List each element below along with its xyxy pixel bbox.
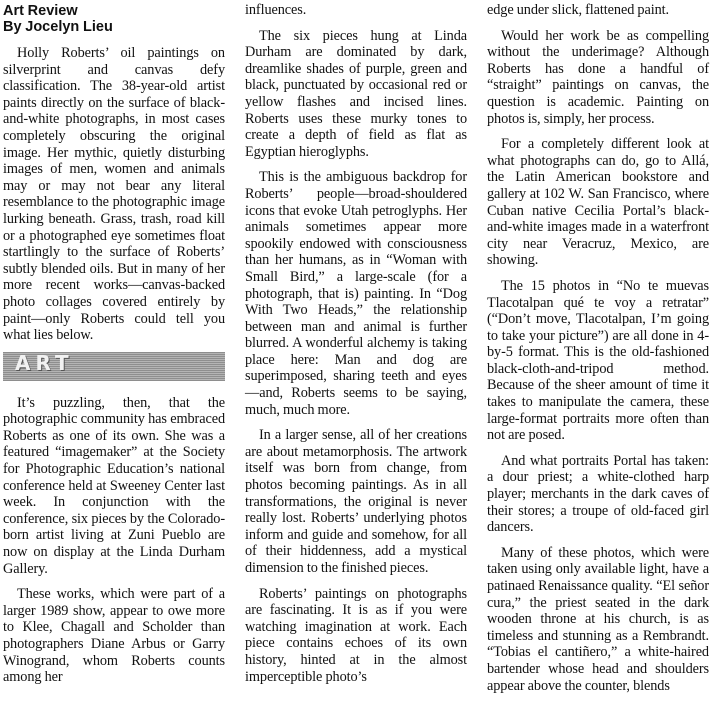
column-2 [245,2,467,685]
paragraph: Many of these photos, which were taken using only available light, have a patinaed Renaissance quality. “El señor cura,” the priest seated in the dark wooden throne at his church, is as timeless and stunning as a Rembrandt. “Tobias el cantiñero,” a white-haired bartender whose head and shoulders appear above the counter, blends [487,544,709,694]
paragraph: It’s puzzling, then, that the photographic community has embraced Roberts as one of its own. She was a featured “imagemaker” at the Society for Photographic Education’s national conference held at Sweeney Center last week. In conjunction with the conference, six pieces by the Colorado-born artist living at Zuni Pueblo are now on display at the Linda Durham Gallery. [3,394,225,577]
paragraph: Roberts’ paintings on photographs are fascinating. It is as if you were watching imagination at work. Each piece contains echoes of its own history, hinted at in the almost imperceptible photo’s [245,585,467,685]
paragraph: In a larger sense, all of her creations are about metamorphosis. The artwork itself was born from change, from photos becoming paintings. As in all transformations, the original is never really lost. Roberts’ underlying photos inform and guide and somehow, for all of their hiddenness, add a mystical dimension to the finished pieces. [245,427,467,576]
column-3 [487,2,709,694]
section-title: Art Review [3,3,78,19]
paragraph: These works, which were part of a larger 1989 show, appear to owe more to Klee, Chagall and Scholder than photographers Diane Arbus or Garry Winogrand, whom Roberts counts among her [3,586,225,686]
paragraph-continuation: edge under slick, flattened paint. [487,2,669,18]
article-header [3,3,225,35]
paragraph: And what portraits Portal has taken: a dour priest; a white-clothed harp player; merchants in the dark caves of their stores; a troupe of old-faced girl dancers. [487,452,709,536]
paragraph: The 15 photos in “No te muevas Tlacotalpan qué te voy a retratar” (“Don’t move, Tlacotalpan, I’m going to take your picture”) are all done in 4-by-5 format. This is the old-fashioned black-cloth-and-tripod method. Because of the sheer amount of time it takes to manipulate the camera, these large-format portraits more often than not are posed. [487,277,709,444]
paragraph: For a completely different look at what photographs can do, go to Allá, the Latin American bookstore and gallery at 102 W. San Francisco, where Cuban native Cecilia Portal’s black-and-white images made in a waterfront city near Veracruz, Mexico, are showing. [487,136,709,269]
art-banner-label: ART [15,350,74,375]
paragraph-continuation: influences. [245,2,307,18]
paragraph: Holly Roberts’ oil paintings on silverprint and canvas defy classification. The 38-year-old artist paints directly on the surface of black-and-white photographs, in most cases completely obscuring the original image. Her mythic, quietly disturbing images of men, women and animals may or may not bear any literal resemblance to the photographic image lurking beneath. Grass, trash, road kill or a photographed eye sometimes float startlingly to the surface of Roberts’ subtly blended oils. But in many of her more recent works—canvas-backed photo collages covered entirely by paint—only Roberts could tell you what lies below. [3,45,225,344]
column-1 [3,3,225,686]
paragraph: Would her work be as compelling without the underimage? Although Roberts has done a handful of “straight” paintings on canvas, the question is academic. Painting on photos is, simply, her process. [487,27,709,127]
paragraph: This is the ambiguous backdrop for Roberts’ people—broad-shouldered icons that evoke Utah petroglyphs. Her animals sometimes appear more spookily endowed with consciousness than her humans, as in “Woman with Small Bird,” a large-scale (for a photograph, that is) painting. In “Dog With Two Heads,” the relationship between man and animal is further blurred. A wonderful alchemy is taking place here: Man and dog are superimposed, sharing teeth and eyes—and, Roberts seems to be saying, much, much more. [245,169,467,418]
art-section-banner [3,352,225,381]
byline: By Jocelyn Lieu [3,19,113,35]
paragraph: The six pieces hung at Linda Durham are dominated by dark, dreamlike shades of purple, green and black, punctuated by occasional red or yellow flashes and incised lines. Roberts uses these murky tones to create a depth of field as flat as Egyptian hieroglyphs. [245,27,467,160]
